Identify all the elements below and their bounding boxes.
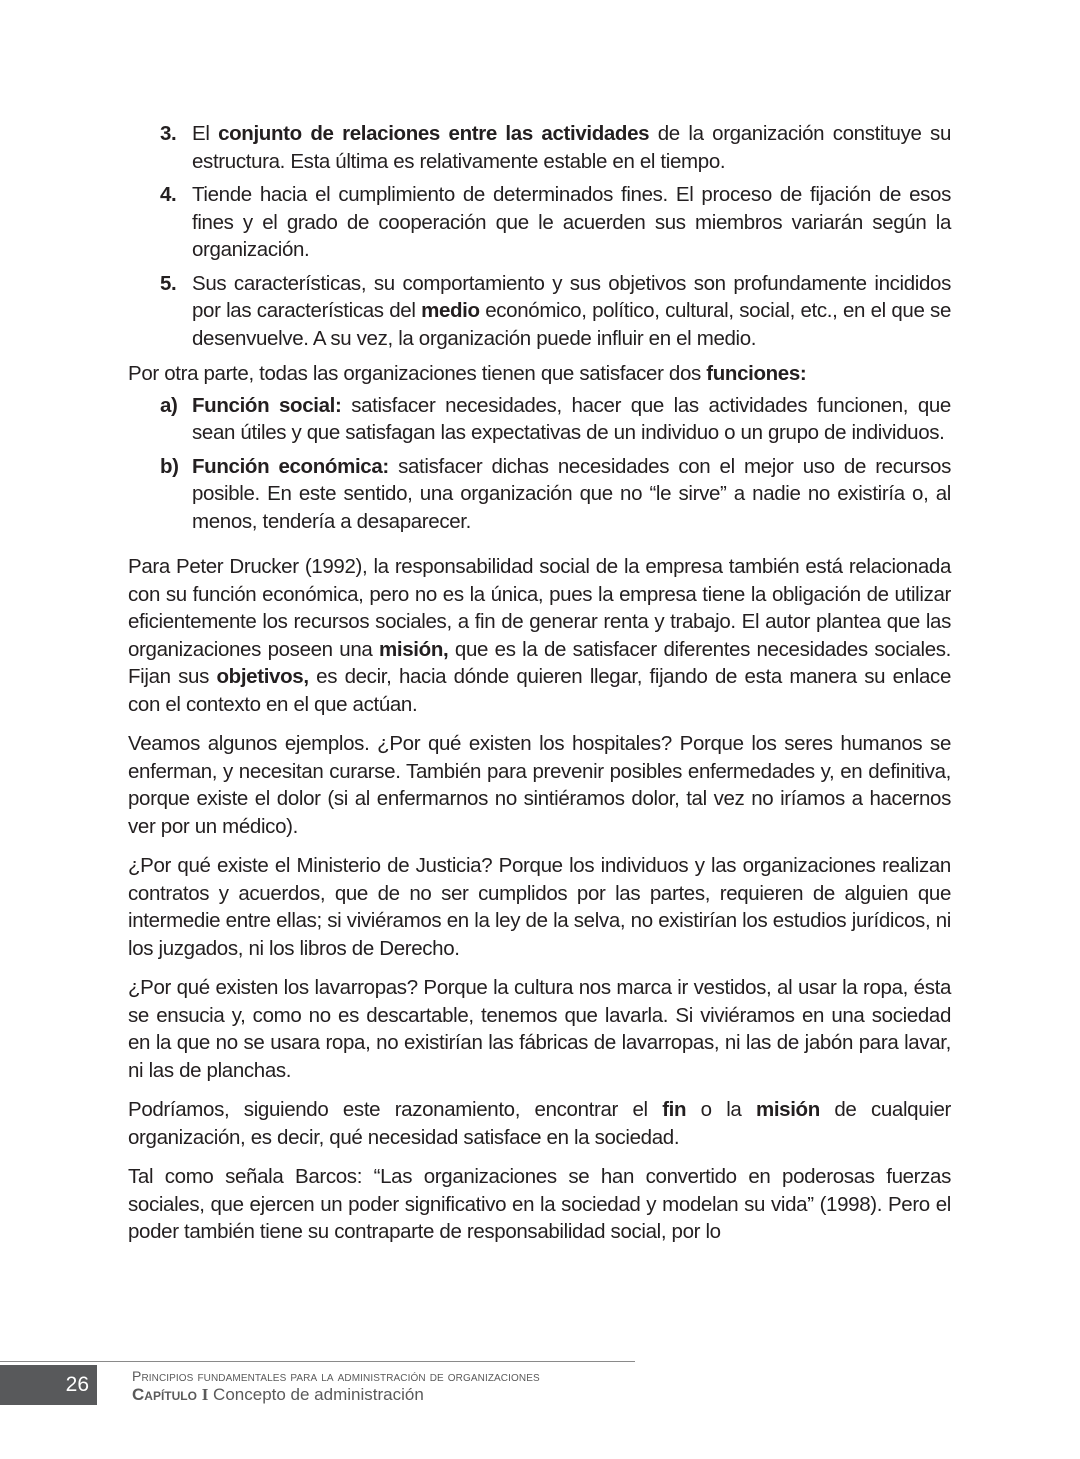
chapter-number: I	[201, 1385, 209, 1404]
chapter-line	[132, 1385, 540, 1405]
list-marker: a)	[160, 393, 178, 417]
emphasis: Función económica:	[192, 454, 389, 478]
emphasis: medio	[421, 299, 480, 322]
list-item-text: satisfacer necesidades, hacer que las actividades funcionen, que sean útiles y que satisfagan las expectativas de un individuo o un grupo de individuos.	[192, 393, 951, 444]
list-item-text: económico, político, cultural, social, etc., en el que se desenvuelve. A su vez, la organización puede influir en el medio.	[192, 299, 951, 350]
list-item-text: de la organización constituye su estructura. Esta última es relativamente estable en el tiempo.	[192, 122, 951, 173]
chapter-title: Concepto de administración	[213, 1385, 424, 1404]
emphasis: Función social:	[192, 393, 342, 417]
lettered-list	[128, 392, 951, 536]
list-item-b	[128, 453, 951, 536]
list-item-5	[128, 270, 951, 353]
list-item-text: El	[192, 122, 219, 145]
paragraph-text: Podríamos, siguiendo este razonamiento, encontrar el	[128, 1098, 663, 1121]
paragraph-text: o la	[686, 1098, 756, 1121]
list-marker: 4.	[160, 183, 177, 206]
emphasis: misión,	[379, 637, 449, 661]
emphasis: objetivos,	[216, 665, 309, 688]
list-item-4	[128, 181, 951, 264]
list-item-3	[128, 120, 951, 175]
paragraph-drucker	[128, 553, 951, 718]
list-item-a	[128, 392, 951, 447]
functions-intro	[128, 360, 951, 388]
paragraph-lavarropas: ¿Por qué existen los lavarropas? Porque la cultura nos marca ir vestidos, al usar la ropa, ésta se ensucia y, como no es descartable, tenemos que lavarla. Si viviéramos en una sociedad en la que no se usara ropa, no existirían las fábricas de lavarropas, ni las de jabón para lavar, ni las de planchas.	[128, 976, 951, 1082]
book-title: Principios fundamentales para la administración de organizaciones	[132, 1368, 540, 1384]
paragraph-text: Para Peter Drucker (1992), la responsabilidad social de la empresa también está relacionada con su función económica, pero no es la única, pues la empresa tiene la obligación de utilizar eficientemente los recursos sociales, a fin de generar renta y trabajo. El autor plantea que las organizaciones poseen una	[128, 555, 951, 661]
list-marker: b)	[160, 454, 179, 478]
footer-divider	[0, 1361, 635, 1362]
paragraph-mision	[128, 1096, 951, 1151]
list-marker: 5.	[160, 271, 177, 295]
emphasis: fin	[662, 1098, 687, 1121]
emphasis: conjunto de relaciones entre las actividades	[218, 122, 650, 145]
running-head	[132, 1367, 540, 1405]
paragraph-text: que es la de satisfacer diferentes necesidades sociales. Fijan sus	[128, 637, 952, 688]
numbered-list	[128, 120, 951, 352]
paragraph-justicia: ¿Por qué existe el Ministerio de Justicia? Porque los individuos y las organizaciones realizan contratos y acuerdos, que de no ser cumplidos por las partes, requieren de alguien que intermedie entre ellas; si viviéramos en la ley de la selva, no existirían los estudios jurídicos, ni los juzgados, ni los libros de Derecho.	[128, 854, 951, 960]
list-item-text: Tiende hacia el cumplimiento de determinados fines. El proceso de fijación de esos fines y el grado de cooperación que le acuerden sus miembros variarán según la organización.	[192, 183, 951, 261]
list-marker: 3.	[160, 122, 177, 145]
paragraph-text: es decir, hacia dónde quieren llegar, fijando de esta manera su enlace con el contexto en el que actúan.	[128, 665, 951, 716]
chapter-label: Capítulo	[132, 1385, 197, 1404]
paragraph-barcos: Tal como señala Barcos: “Las organizaciones se han convertido en poderosas fuerzas sociales, que ejercen un poder significativo en la sociedad y modelan su vida” (1998). Pero el poder también tiene su contraparte de responsabilidad social, por lo	[128, 1165, 951, 1243]
emphasis: misión	[755, 1098, 820, 1121]
paragraph-text: de cualquier organización, es decir, qué necesidad satisface en la sociedad.	[128, 1098, 951, 1149]
emphasis: funciones:	[706, 362, 807, 385]
paragraph-hospitales: Veamos algunos ejemplos. ¿Por qué existen los hospitales? Porque los seres humanos se enferman, y necesitan curarse. También para prevenir posibles enfermedades y, en definitiva, porque existe el dolor (si al enfermarnos no sintiéramos dolor, tal vez no iríamos a hacernos ver por un médico).	[128, 732, 951, 838]
list-item-text: satisfacer dichas necesidades con el mejor uso de recursos posible. En este sentido, una organización que no “le sirve” a nadie no existiría o, al menos, tendería a desaparecer.	[192, 454, 952, 533]
page-number: 26	[0, 1365, 97, 1405]
page-body	[128, 120, 951, 1258]
list-item-text: Sus características, su comportamiento y sus objetivos son profundamente incididos por las características del	[192, 271, 951, 322]
paragraph-text: Por otra parte, todas las organizaciones tienen que satisfacer dos	[128, 362, 707, 385]
